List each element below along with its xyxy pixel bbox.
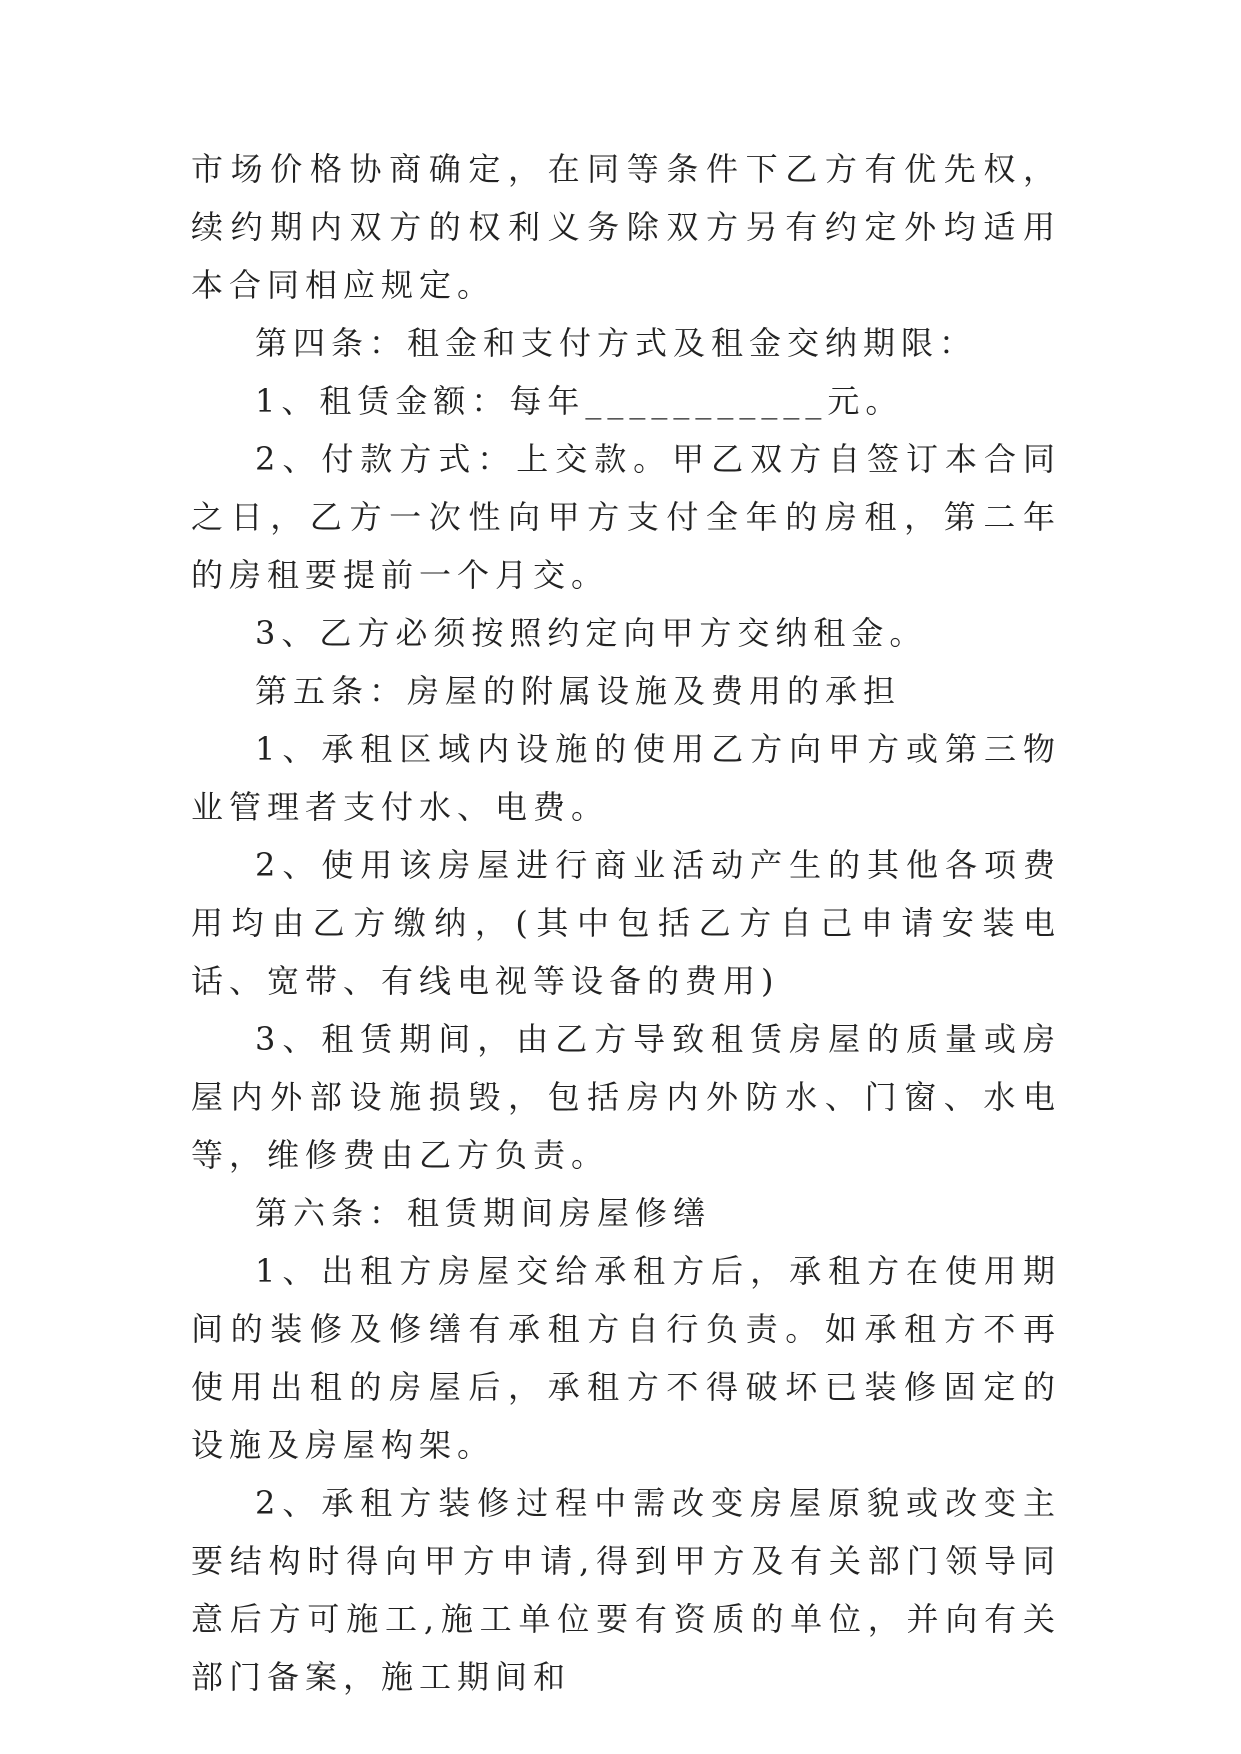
article-4-item-2: 2、付款方式：上交款。甲乙双方自签订本合同之日，乙方一次性向甲方支付全年的房租，第二年的房租要提前一个月交。 xyxy=(191,440,1061,594)
article-6-item-1: 1、出租方房屋交给承租方后，承租方在使用期间的装修及修缮有承租方自行负责。如承租方不再使用出租的房屋后，承租方不得破坏已装修固定的设施及房屋构架。 xyxy=(191,1252,1061,1464)
article-6-heading: 第六条：租赁期间房屋修缮 xyxy=(255,1194,712,1232)
article-5-item-3: 3、租赁期间，由乙方导致租赁房屋的质量或房屋内外部设施损毁，包括房内外防水、门窗、水电等，维修费由乙方负责。 xyxy=(191,1020,1061,1174)
article-5-item-1: 1、承租区域内设施的使用乙方向甲方或第三物业管理者支付水、电费。 xyxy=(191,730,1061,826)
article-6-item-2: 2、承租方装修过程中需改变房屋原貌或改变主要结构时得向甲方申请,得到甲方及有关部门领导同意后方可施工,施工单位要有资质的单位，并向有关部门备案，施工期间和 xyxy=(191,1484,1061,1696)
article-4-item-3: 3、乙方必须按照约定向甲方交纳租金。 xyxy=(255,614,928,652)
paragraph-continuation: 市场价格协商确定，在同等条件下乙方有优先权，续约期内双方的权利义务除双方另有约定外均适用本合同相应规定。 xyxy=(191,150,1061,304)
article-4-item-1: 1、租赁金额：每年___________元。 xyxy=(255,382,904,420)
article-5-item-2: 2、使用该房屋进行商业活动产生的其他各项费用均由乙方缴纳，(其中包括乙方自己申请安装电话、宽带、有线电视等设备的费用) xyxy=(191,846,1061,1000)
document-body xyxy=(191,140,1061,1706)
article-4-heading: 第四条：租金和支付方式及租金交纳期限： xyxy=(255,324,978,362)
article-5-heading: 第五条：房屋的附属设施及费用的承担 xyxy=(255,672,902,710)
